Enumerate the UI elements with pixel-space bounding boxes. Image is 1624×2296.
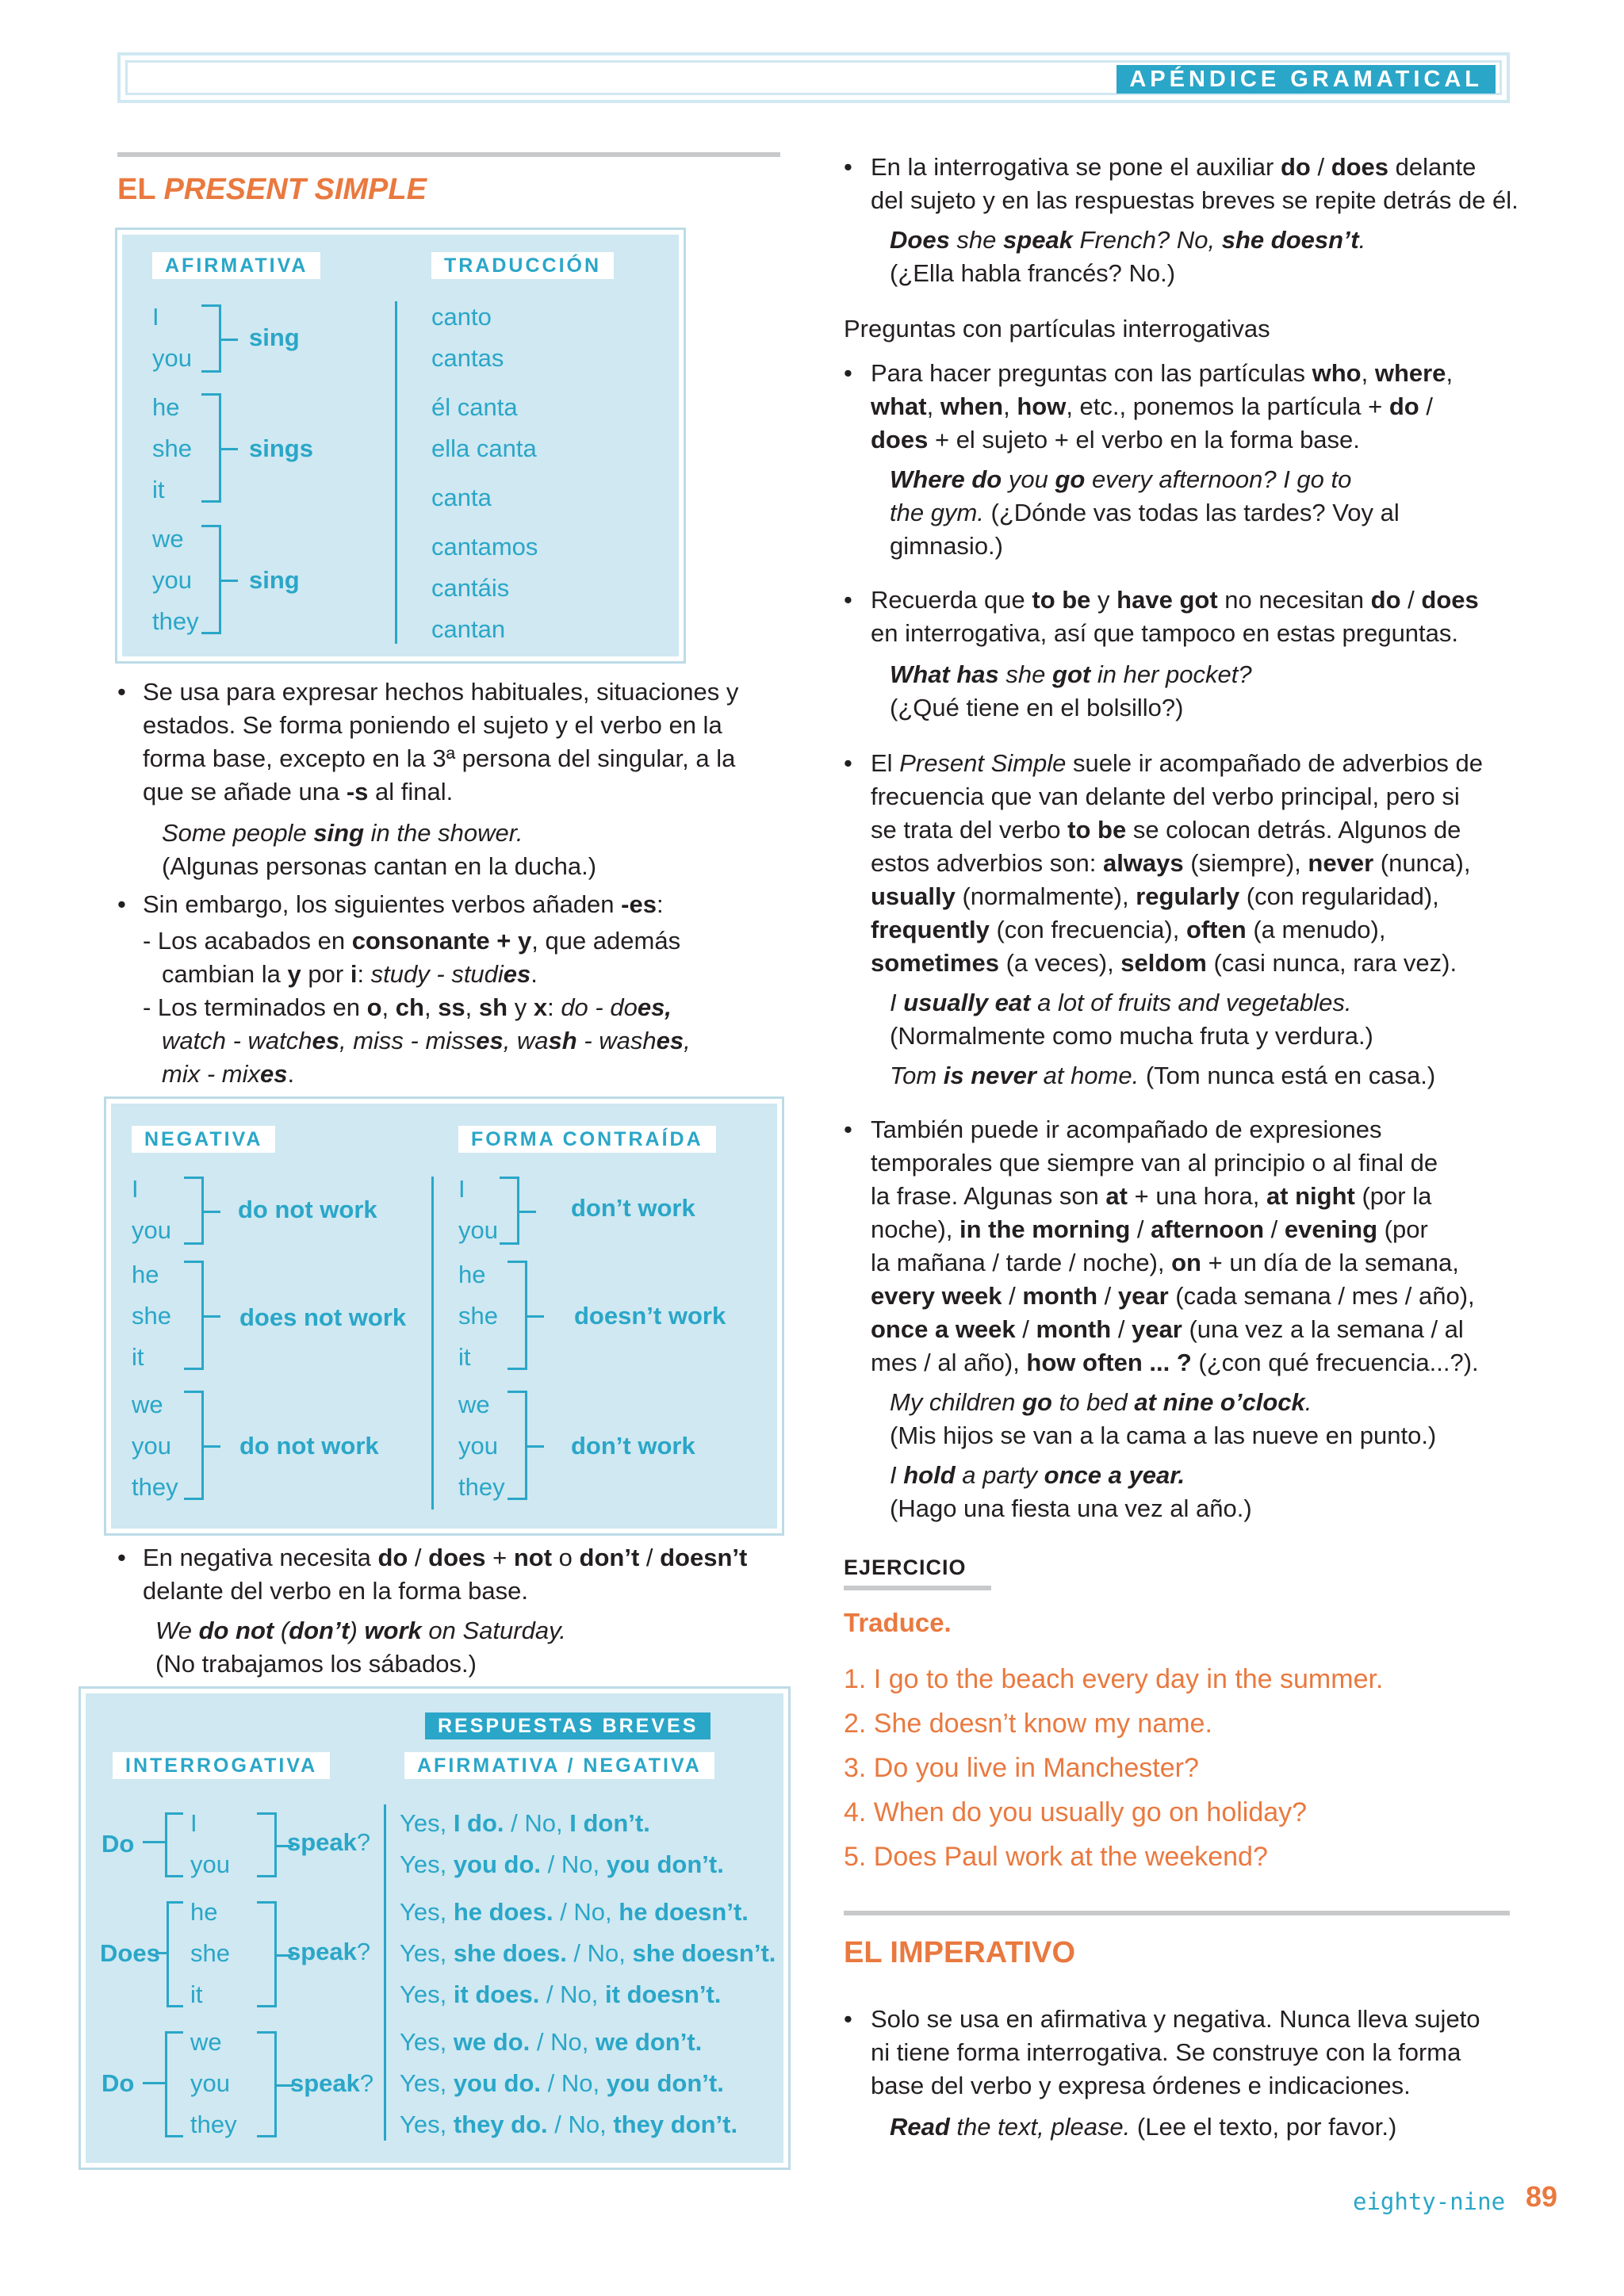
- table-head-forma-contraida: FORMA CONTRAÍDA: [458, 1126, 716, 1153]
- subject: he: [190, 1898, 218, 1926]
- translation: canta: [431, 484, 492, 511]
- rule-item-cont: cambian la y por i: study - studies.: [162, 960, 538, 988]
- subject: I: [132, 1175, 139, 1203]
- paragraph: En negativa necesita do / does + not o don’t / doesn’t: [143, 1544, 748, 1571]
- subject: you: [458, 1216, 498, 1244]
- verb: speak?: [290, 2069, 374, 2097]
- subject: they: [132, 1473, 178, 1501]
- verb: sings: [249, 434, 313, 462]
- contracted-form: don’t work: [571, 1194, 695, 1222]
- exercise-list: [844, 1657, 1383, 1879]
- subject: you: [190, 2069, 230, 2097]
- paragraph: Recuerda que to be y have got no necesitan do / does en interrogativa, así que tampoco en estas preguntas.: [871, 586, 1479, 647]
- short-answer: Yes, you do. / No, you don’t.: [400, 2069, 724, 2097]
- table-head-afirmativa-negativa: AFIRMATIVA / NEGATIVA: [404, 1752, 714, 1779]
- short-answers-table: [81, 1689, 788, 2168]
- paragraph: delante del verbo en la forma base.: [143, 1577, 528, 1605]
- exercise-label: EJERCICIO: [844, 1556, 967, 1579]
- example-translation: (Hago una fiesta una vez al año.): [890, 1494, 1252, 1522]
- example-translation: (¿Ella habla francés? No.): [890, 259, 1176, 287]
- subject: you: [152, 566, 192, 594]
- subject: we: [132, 1391, 163, 1418]
- bracket: [201, 304, 221, 373]
- rule-item-cont: watch - watches, miss - misses, wash - washes,: [162, 1027, 691, 1054]
- exercise-item: 1. I go to the beach every day in the summer.: [844, 1664, 1384, 1694]
- divider-line: [431, 1177, 434, 1510]
- header-band: [117, 52, 1510, 103]
- short-answer: Yes, he does. / No, he doesn’t.: [400, 1898, 749, 1926]
- subject: she: [458, 1302, 498, 1330]
- bracket: [508, 1391, 527, 1500]
- subject: they: [152, 607, 199, 635]
- example-sentence: What has she got in her pocket?: [890, 660, 1252, 688]
- subheading: Preguntas con partículas interrogativas: [844, 315, 1270, 342]
- paragraph: El Present Simple suele ir acompañado de adverbios de frecuencia que van delante del verbo principal, pero si se trata del verbo to be se colocan detrás. Algunos de estos adverbios son: always (siempre), never (nunca), usually (normalmente), regularly (con regularidad), frequently (con frecuencia), often (a menudo), sometimes (a veces), seldom (casi nunca, rara vez).: [871, 749, 1484, 977]
- paragraph: del sujeto y en las respuestas breves se repite detrás de él.: [871, 186, 1519, 214]
- subject: you: [458, 1432, 498, 1460]
- negative-form: do not work: [238, 1196, 377, 1223]
- example-translation: (¿Qué tiene en el bolsillo?): [890, 694, 1184, 721]
- rule-item: - Los terminados en o, ch, ss, sh y x: do - does,: [143, 993, 672, 1021]
- bracket: [201, 393, 221, 503]
- subject: I: [458, 1175, 465, 1203]
- exercise-instruction: Traduce.: [844, 1608, 952, 1637]
- section-rule: [844, 1911, 1510, 1915]
- rule-item: - Los acabados en consonante + y, que además: [143, 927, 681, 955]
- bracket: [257, 1901, 277, 2007]
- bullet-dot: •: [117, 890, 126, 918]
- affirmative-table: [117, 230, 684, 661]
- short-answer: Yes, it does. / No, it doesn’t.: [400, 1980, 722, 2008]
- negative-form: does not work: [239, 1303, 407, 1331]
- bullet-dot: •: [844, 749, 852, 777]
- verb: speak?: [287, 1938, 371, 1965]
- subject: he: [132, 1261, 159, 1288]
- subject: it: [152, 476, 165, 503]
- translation: ella canta: [431, 434, 537, 462]
- section-title: EL IMPERATIVO: [844, 1936, 1076, 1969]
- example-sentence: Where do you go every afternoon? I go to the gym. (¿Dónde vas todas las tardes? Voy al gimnasio.): [890, 465, 1400, 560]
- example-sentence: Does she speak French? No, she doesn’t.: [890, 226, 1366, 254]
- bracket: [184, 1261, 204, 1370]
- bracket: [201, 525, 221, 634]
- short-answer: Yes, we do. / No, we don’t.: [400, 2028, 703, 2056]
- translation: él canta: [431, 393, 518, 421]
- subject: you: [132, 1432, 171, 1460]
- exercise-item: 2. She doesn’t know my name.: [844, 1709, 1212, 1739]
- aux-verb: Do: [102, 2069, 135, 2097]
- subject: it: [458, 1343, 471, 1371]
- bracket: [165, 2031, 183, 2137]
- table-head-traduccion: TRADUCCIÓN: [431, 252, 614, 279]
- table-head-negativa: NEGATIVA: [132, 1126, 275, 1153]
- contracted-form: doesn’t work: [574, 1302, 726, 1330]
- section-label: APÉNDICE GRAMATICAL: [1116, 65, 1496, 94]
- example-sentence: We do not (don’t) work on Saturday.: [155, 1617, 566, 1644]
- bullet-dot: •: [844, 2005, 852, 2033]
- aux-verb: Do: [102, 1830, 135, 1858]
- verb: speak?: [287, 1828, 371, 1856]
- bracket: [167, 1901, 183, 2007]
- subject: he: [152, 393, 180, 421]
- rule-item-cont: mix - mixes.: [162, 1060, 295, 1088]
- connector: [155, 1952, 167, 1954]
- paragraph: Sin embargo, los siguientes verbos añaden -es:: [143, 890, 664, 918]
- bullet-dot: •: [117, 1544, 126, 1571]
- section-rule: [117, 152, 780, 157]
- example-sentence: Some people sing in the shower.: [162, 819, 523, 847]
- page-number-word: eighty-nine: [1353, 2188, 1506, 2215]
- translation: canto: [431, 303, 492, 331]
- example-translation: (Normalmente como mucha fruta y verdura.): [890, 1022, 1373, 1050]
- section-title: EL PRESENT SIMPLE: [117, 173, 427, 206]
- verb: sing: [249, 566, 300, 594]
- example-sentence: My children go to bed at nine o’clock.: [890, 1388, 1312, 1416]
- subject: you: [152, 344, 192, 372]
- example-sentence: I hold a party once a year.: [890, 1461, 1185, 1489]
- paragraph: También puede ir acompañado de expresiones temporales que siempre van al principio o al final de la frase. Algunas son at + una hora, at night (por la noche), in the morning / afternoon / evening (por la mañana / tarde / noche), on + un día de la semana, every week / month / year (cada semana / mes / año), once a week / month / year (una vez a la semana / al mes / al año), how often ... ? (¿con qué frecuencia...?).: [871, 1115, 1479, 1376]
- example-sentence: Read the text, please. (Lee el texto, por favor.): [890, 2113, 1397, 2141]
- paragraph: Solo se usa en afirmativa y negativa. Nunca lleva sujeto ni tiene forma interrogativa. Se construye con la forma base del verbo y expresa órdenes e indicaciones.: [871, 2005, 1480, 2099]
- example-sentence: Tom is never at home. (Tom nunca está en casa.): [890, 1062, 1436, 1089]
- contracted-form: don’t work: [571, 1432, 695, 1460]
- bracket: [257, 1812, 277, 1877]
- subject: we: [152, 525, 184, 553]
- translation: cantamos: [431, 533, 538, 561]
- exercise-item: 4. When do you usually go on holiday?: [844, 1797, 1308, 1827]
- short-answer: Yes, she does. / No, she doesn’t.: [400, 1939, 776, 1967]
- subject: I: [152, 303, 159, 331]
- negative-table: [106, 1099, 782, 1533]
- subject: they: [458, 1473, 505, 1501]
- translation: cantas: [431, 344, 504, 372]
- negative-form: do not work: [239, 1432, 379, 1460]
- subject: they: [190, 2110, 237, 2138]
- subject: he: [458, 1261, 486, 1288]
- bracket: [165, 1812, 183, 1877]
- page-number: 89: [1526, 2180, 1558, 2213]
- subject: she: [152, 434, 192, 462]
- bullet-dot: •: [844, 586, 852, 614]
- translation: cantan: [431, 615, 506, 643]
- connector: [143, 1841, 165, 1843]
- subject: she: [190, 1939, 230, 1967]
- example-translation: (Mis hijos se van a la cama a las nueve en punto.): [890, 1422, 1437, 1449]
- bullet-dot: •: [844, 359, 852, 387]
- translation: cantáis: [431, 574, 510, 602]
- divider-line: [395, 301, 397, 644]
- subject: you: [190, 1850, 230, 1878]
- short-answer: Yes, they do. / No, they don’t.: [400, 2110, 738, 2138]
- bullet-dot: •: [844, 153, 852, 181]
- verb: sing: [249, 323, 300, 351]
- example-translation: (No trabajamos los sábados.): [155, 1650, 477, 1678]
- bracket: [500, 1177, 519, 1245]
- bracket: [184, 1177, 204, 1245]
- bullet-dot: •: [844, 1115, 852, 1143]
- example-sentence: I usually eat a lot of fruits and vegetables.: [890, 989, 1352, 1016]
- subject: it: [190, 1980, 203, 2008]
- subject: we: [190, 2028, 222, 2056]
- subject: you: [132, 1216, 171, 1244]
- table-head-afirmativa: AFIRMATIVA: [152, 252, 320, 279]
- example-translation: (Algunas personas cantan en la ducha.): [162, 852, 597, 880]
- exercise-rule: [844, 1586, 991, 1590]
- bracket: [184, 1391, 204, 1500]
- short-answer: Yes, you do. / No, you don’t.: [400, 1850, 724, 1878]
- short-answer: Yes, I do. / No, I don’t.: [400, 1809, 650, 1837]
- table-head-interrogativa: INTERROGATIVA: [113, 1752, 330, 1779]
- paragraph: En la interrogativa se pone el auxiliar do / does delante: [871, 153, 1477, 181]
- bullet-dot: •: [117, 678, 126, 706]
- subject: she: [132, 1302, 171, 1330]
- table-head-respuestas-breves: RESPUESTAS BREVES: [425, 1712, 710, 1739]
- connector: [143, 2082, 165, 2084]
- aux-verb: Does: [100, 1939, 160, 1967]
- subject: we: [458, 1391, 490, 1418]
- bracket: [508, 1261, 527, 1370]
- exercise-item: 3. Do you live in Manchester?: [844, 1753, 1199, 1783]
- subject: I: [190, 1809, 197, 1837]
- subject: it: [132, 1343, 144, 1371]
- exercise-item: 5. Does Paul work at the weekend?: [844, 1842, 1268, 1872]
- paragraph: Se usa para expresar hechos habituales, situaciones y estados. Se forma poniendo el sujeto y el verbo en la forma base, excepto en la 3ª persona del singular, a la que se añade una -s al final.: [143, 678, 739, 806]
- divider-line: [384, 1804, 386, 2141]
- paragraph: Para hacer preguntas con las partículas who, where, what, when, how, etc., ponemos la partícula + do / does + el sujeto + el verbo en la forma base.: [871, 359, 1454, 453]
- bracket: [257, 2031, 277, 2137]
